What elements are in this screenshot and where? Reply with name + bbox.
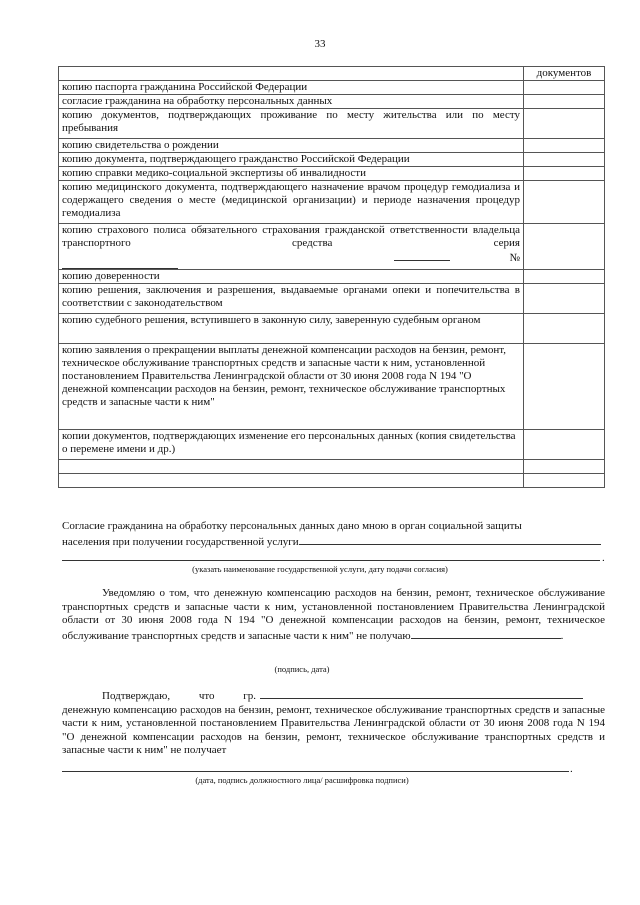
notify-paragraph — [62, 587, 605, 643]
table-cell-empty — [524, 153, 605, 167]
table-cell-empty — [524, 224, 605, 270]
consent-line-1: Согласие гражданина на обработку персональных данных дано мною в орган социальной защиты — [62, 520, 522, 532]
consent-line-2 — [62, 534, 605, 550]
table-row — [59, 460, 605, 474]
confirm-paragraph — [62, 688, 605, 758]
table-row — [59, 474, 605, 488]
table-cell-empty — [524, 270, 605, 284]
table-row — [59, 153, 605, 167]
table-cell: копию решения, заключения и разрешения, выдаваемые органами опеки и попечительства в соответствии с законодательством — [59, 284, 524, 314]
table-row — [59, 81, 605, 95]
insurance-number — [62, 250, 520, 265]
table-cell-empty — [59, 474, 524, 488]
table-cell: копию доверенности — [59, 270, 524, 284]
table-row — [59, 314, 605, 344]
table-cell-empty — [59, 460, 524, 474]
consent-paragraph — [62, 520, 605, 549]
table-cell-empty — [524, 430, 605, 460]
consent-caption: (указать наименование государственной услуги, дату подачи согласия) — [192, 564, 448, 574]
table-cell-empty — [524, 460, 605, 474]
table-row — [59, 67, 605, 81]
number-sign: № — [509, 252, 520, 264]
table-row — [59, 270, 605, 284]
table-cell: согласие гражданина на обработку персональных данных — [59, 95, 524, 109]
table-row — [59, 430, 605, 460]
table-cell-empty — [524, 95, 605, 109]
confirm-text-1: Подтверждаю, что гр. — [102, 690, 257, 702]
table-cell: копию паспорта гражданина Российской Федерации — [59, 81, 524, 95]
service-field — [299, 534, 601, 545]
confirm-period: . — [570, 763, 573, 775]
signature-field — [411, 628, 561, 639]
service-date-field — [62, 560, 600, 561]
table-cell-empty — [524, 284, 605, 314]
table-row — [59, 224, 605, 270]
notify-text: Уведомляю о том, что денежную компенсацию расходов на бензин, ремонт, техническое обслуживание транспортных средств и запасные части к ним, установленной постановлением Правительства Ленинградской области от 30 июня 2008 года N 194 "О денежной компенсации расходов на бензин, ремонт, техническое обслуживание транспортных средств и запасные части к ним" не получаю — [62, 587, 605, 642]
table-cell-empty — [524, 109, 605, 139]
table-cell-empty — [524, 474, 605, 488]
confirm-text-2: денежную компенсацию расходов на бензин, ремонт, техническое обслуживание транспортных средств и запасные части к ним, установленной постановлением Правительства Ленинградской области от 30 июня 2008 года N 194 "О денежной компенсации расходов на бензин, ремонт, техническое обслуживание транспортных средств и запасные части к ним" не получает — [62, 703, 605, 756]
table-row — [59, 139, 605, 153]
table-cell: копию судебного решения, вступившего в законную силу, заверенную судебным органом — [59, 314, 524, 344]
table-cell-empty — [524, 81, 605, 95]
table-cell: копию свидетельства о рождении — [59, 139, 524, 153]
table-row — [59, 109, 605, 139]
table-row — [59, 344, 605, 430]
table-cell-insurance — [59, 224, 524, 270]
confirm-caption: (дата, подпись должностного лица/ расшифровка подписи) — [195, 775, 409, 785]
table-cell-empty — [524, 139, 605, 153]
table-row — [59, 284, 605, 314]
confirm-line-1 — [62, 688, 605, 704]
consent-text: населения при получении государственной услуги — [62, 535, 299, 548]
table-cell: копию справки медико-социальной экспертизы об инвалидности — [59, 167, 524, 181]
table-cell — [59, 67, 524, 81]
table-cell: копию документов, подтверждающих проживание по месту жительства или по месту пребывания — [59, 109, 524, 139]
page-number: 33 — [314, 38, 326, 50]
table-cell: копию медицинского документа, подтверждающего назначение врачом процедур гемодиализа и содержащего сведения о месте (медицинской организации) и периоде назначения процедур гемодиализа — [59, 181, 524, 224]
table-header-documents: документов — [524, 67, 605, 81]
table-cell-empty — [524, 181, 605, 224]
table-row — [59, 181, 605, 224]
notify-period: . — [560, 629, 564, 642]
consent-period: . — [602, 552, 605, 564]
table-cell: копию заявления о прекращении выплаты денежной компенсации расходов на бензин, ремонт, техническое обслуживание транспортных средств и запасные части к ним, установленной постановлением Правительства Ленинградской области от 30 июня 2008 года N 194 "О денежной компенсации расходов на бензин, ремонт, техническое обслуживание транспортных средств и запасные части к ним" — [59, 344, 524, 430]
insurance-text: копию страхового полиса обязательного страхования гражданской ответственности владельца транспортного средства серия — [62, 224, 520, 249]
table-cell: копии документов, подтверждающих изменение его персональных данных (копия свидетельства о перемене имени и др.) — [59, 430, 524, 460]
official-signature-field — [62, 771, 569, 772]
table-cell: копию документа, подтверждающего гражданство Российской Федерации — [59, 153, 524, 167]
series-field — [394, 250, 450, 261]
table-cell-empty — [524, 314, 605, 344]
table-cell-empty — [524, 167, 605, 181]
table-row — [59, 95, 605, 109]
notify-caption: (подпись, дата) — [274, 664, 330, 674]
table-row — [59, 167, 605, 181]
citizen-name-field — [260, 688, 583, 699]
documents-table — [58, 66, 605, 488]
table-cell-empty — [524, 344, 605, 430]
